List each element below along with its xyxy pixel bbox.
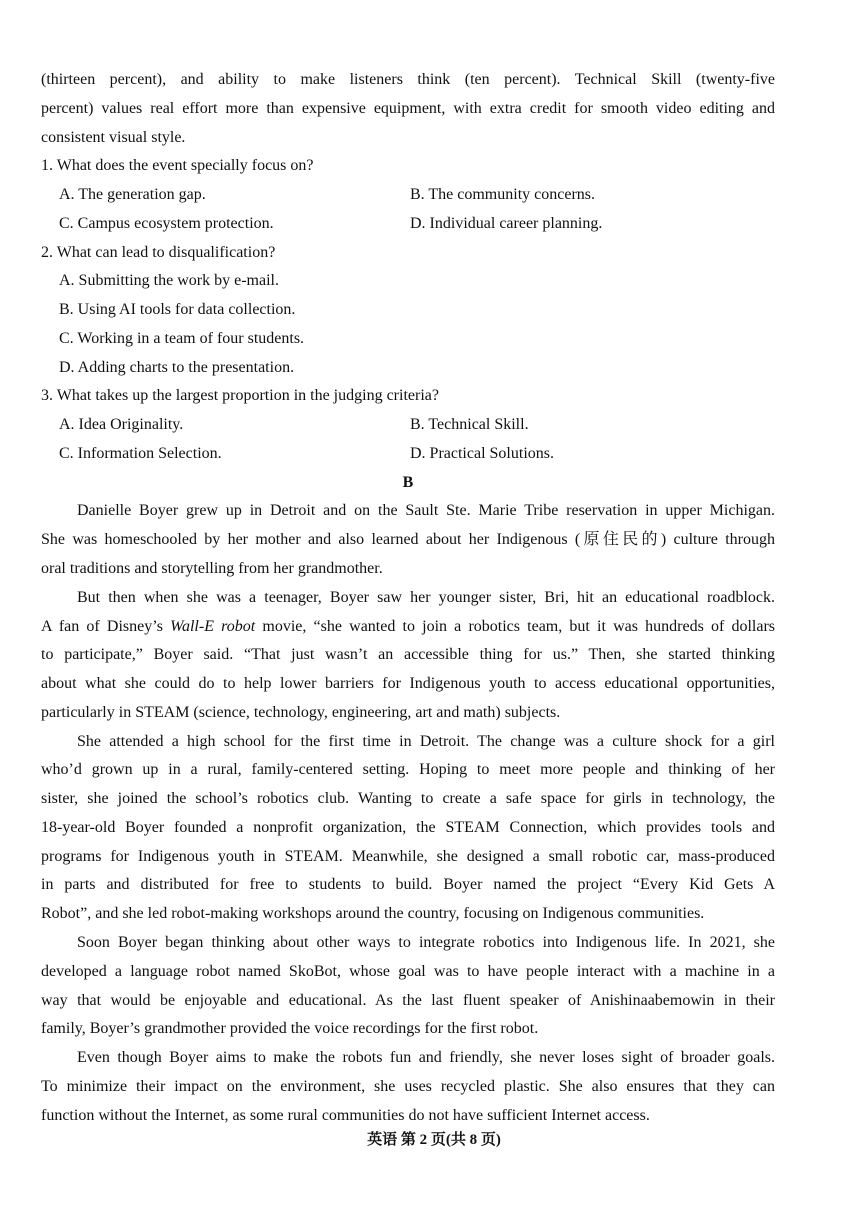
text-line: developed a language robot named SkoBot, whose goal was to have people interact with a machine in a — [41, 962, 775, 980]
text-line: (thirteen percent), and ability to make listeners think (ten percent). Technical Skill (twenty-five — [41, 71, 775, 88]
text-line: But then when she was a teenager, Boyer saw her younger sister, Bri, hit an educational roadblock. — [77, 588, 775, 606]
answer-option: A. Submitting the work by e-mail. — [59, 272, 279, 290]
text-line: who’d grown up in a rural, family-centered setting. Hoping to meet more people and thinking of her — [41, 761, 775, 779]
answer-option: A. The generation gap. — [59, 186, 206, 204]
text-line: way that would be enjoyable and educational. As the last fluent speaker of Anishinaabemowin in their — [41, 991, 775, 1009]
text-line: sister, she joined the school’s robotics club. Wanting to create a safe space for girls in technology, the — [41, 790, 775, 808]
movie-title: Wall-E robot — [170, 617, 256, 635]
text-line: Robot”, and she led robot-making workshops around the country, focusing on Indigenous communities. — [41, 905, 705, 923]
option-row — [41, 411, 775, 440]
text-line: Danielle Boyer grew up in Detroit and on the Sault Ste. Marie Tribe reservation in upper Michigan. — [77, 502, 775, 520]
question-stem: 3. What takes up the largest proportion in the judging criteria? — [41, 387, 439, 405]
option-row — [41, 210, 775, 239]
answer-option: B. Using AI tools for data collection. — [59, 301, 296, 319]
answer-option: D. Practical Solutions. — [410, 444, 554, 462]
answer-option: D. Adding charts to the presentation. — [59, 358, 295, 376]
answer-option: B. The community concerns. — [410, 186, 595, 204]
text-line: family, Boyer’s grandmother provided the voice recordings for the first robot. — [41, 1020, 539, 1038]
text-line: oral traditions and storytelling from her grandmother. — [41, 560, 383, 578]
answer-option: C. Information Selection. — [59, 444, 222, 462]
text-line: Soon Boyer began thinking about other ways to integrate robotics into Indigenous life. In 2021, she — [77, 933, 775, 951]
text-line: Even though Boyer aims to make the robots fun and friendly, she never loses sight of broader goals. — [77, 1049, 775, 1067]
question-stem: 1. What does the event specially focus on? — [41, 157, 314, 175]
text-line: function without the Internet, as some rural communities do not have sufficient Internet access. — [41, 1106, 650, 1124]
text-line: particularly in STEAM (science, technology, engineering, art and math) subjects. — [41, 703, 561, 721]
text-segment: A fan of Disney’s — [41, 617, 171, 635]
text-segment: movie, “she wanted to join a robotics team, but it was hundreds of dollars — [255, 617, 775, 635]
text-line: consistent visual style. — [41, 128, 186, 146]
answer-option: D. Individual career planning. — [410, 214, 603, 232]
text-line: 18-year-old Boyer founded a nonprofit organization, the STEAM Connection, which provides tools and — [41, 818, 775, 836]
text-line: about what she could do to help lower barriers for Indigenous youth to access educational opportunities, — [41, 675, 775, 693]
answer-option: A. Idea Originality. — [59, 416, 184, 434]
text-line: She attended a high school for the first time in Detroit. The change was a culture shock for a girl — [77, 732, 775, 750]
question-stem: 2. What can lead to disqualification? — [41, 243, 276, 261]
text-line: percent) values real effort more than expensive equipment, with extra credit for smooth video editing and — [41, 99, 775, 117]
text-line: To minimize their impact on the environment, she uses recycled plastic. She also ensures that they can — [41, 1077, 775, 1095]
page-footer: 英语 第 2 页(共 8 页) — [367, 1132, 501, 1148]
text-line — [41, 613, 775, 642]
text-line: in parts and distributed for free to students to build. Boyer named the project “Every Kid Gets A — [41, 876, 775, 894]
option-row — [41, 440, 775, 469]
option-row — [41, 181, 775, 210]
answer-option: C. Working in a team of four students. — [59, 329, 305, 347]
text-line: She was homeschooled by her mother and also learned about her Indigenous (原住民的) culture through — [41, 531, 775, 549]
answer-option: B. Technical Skill. — [410, 416, 529, 434]
document-page — [41, 66, 775, 1130]
text-line: programs for Indigenous youth in STEAM. Meanwhile, she designed a small robotic car, mass-produced — [41, 847, 775, 865]
section-heading: B — [402, 473, 414, 491]
answer-option: C. Campus ecosystem protection. — [59, 214, 274, 232]
text-line: to participate,” Boyer said. “That just wasn’t an accessible thing for us.” Then, she started thinking — [41, 646, 775, 664]
